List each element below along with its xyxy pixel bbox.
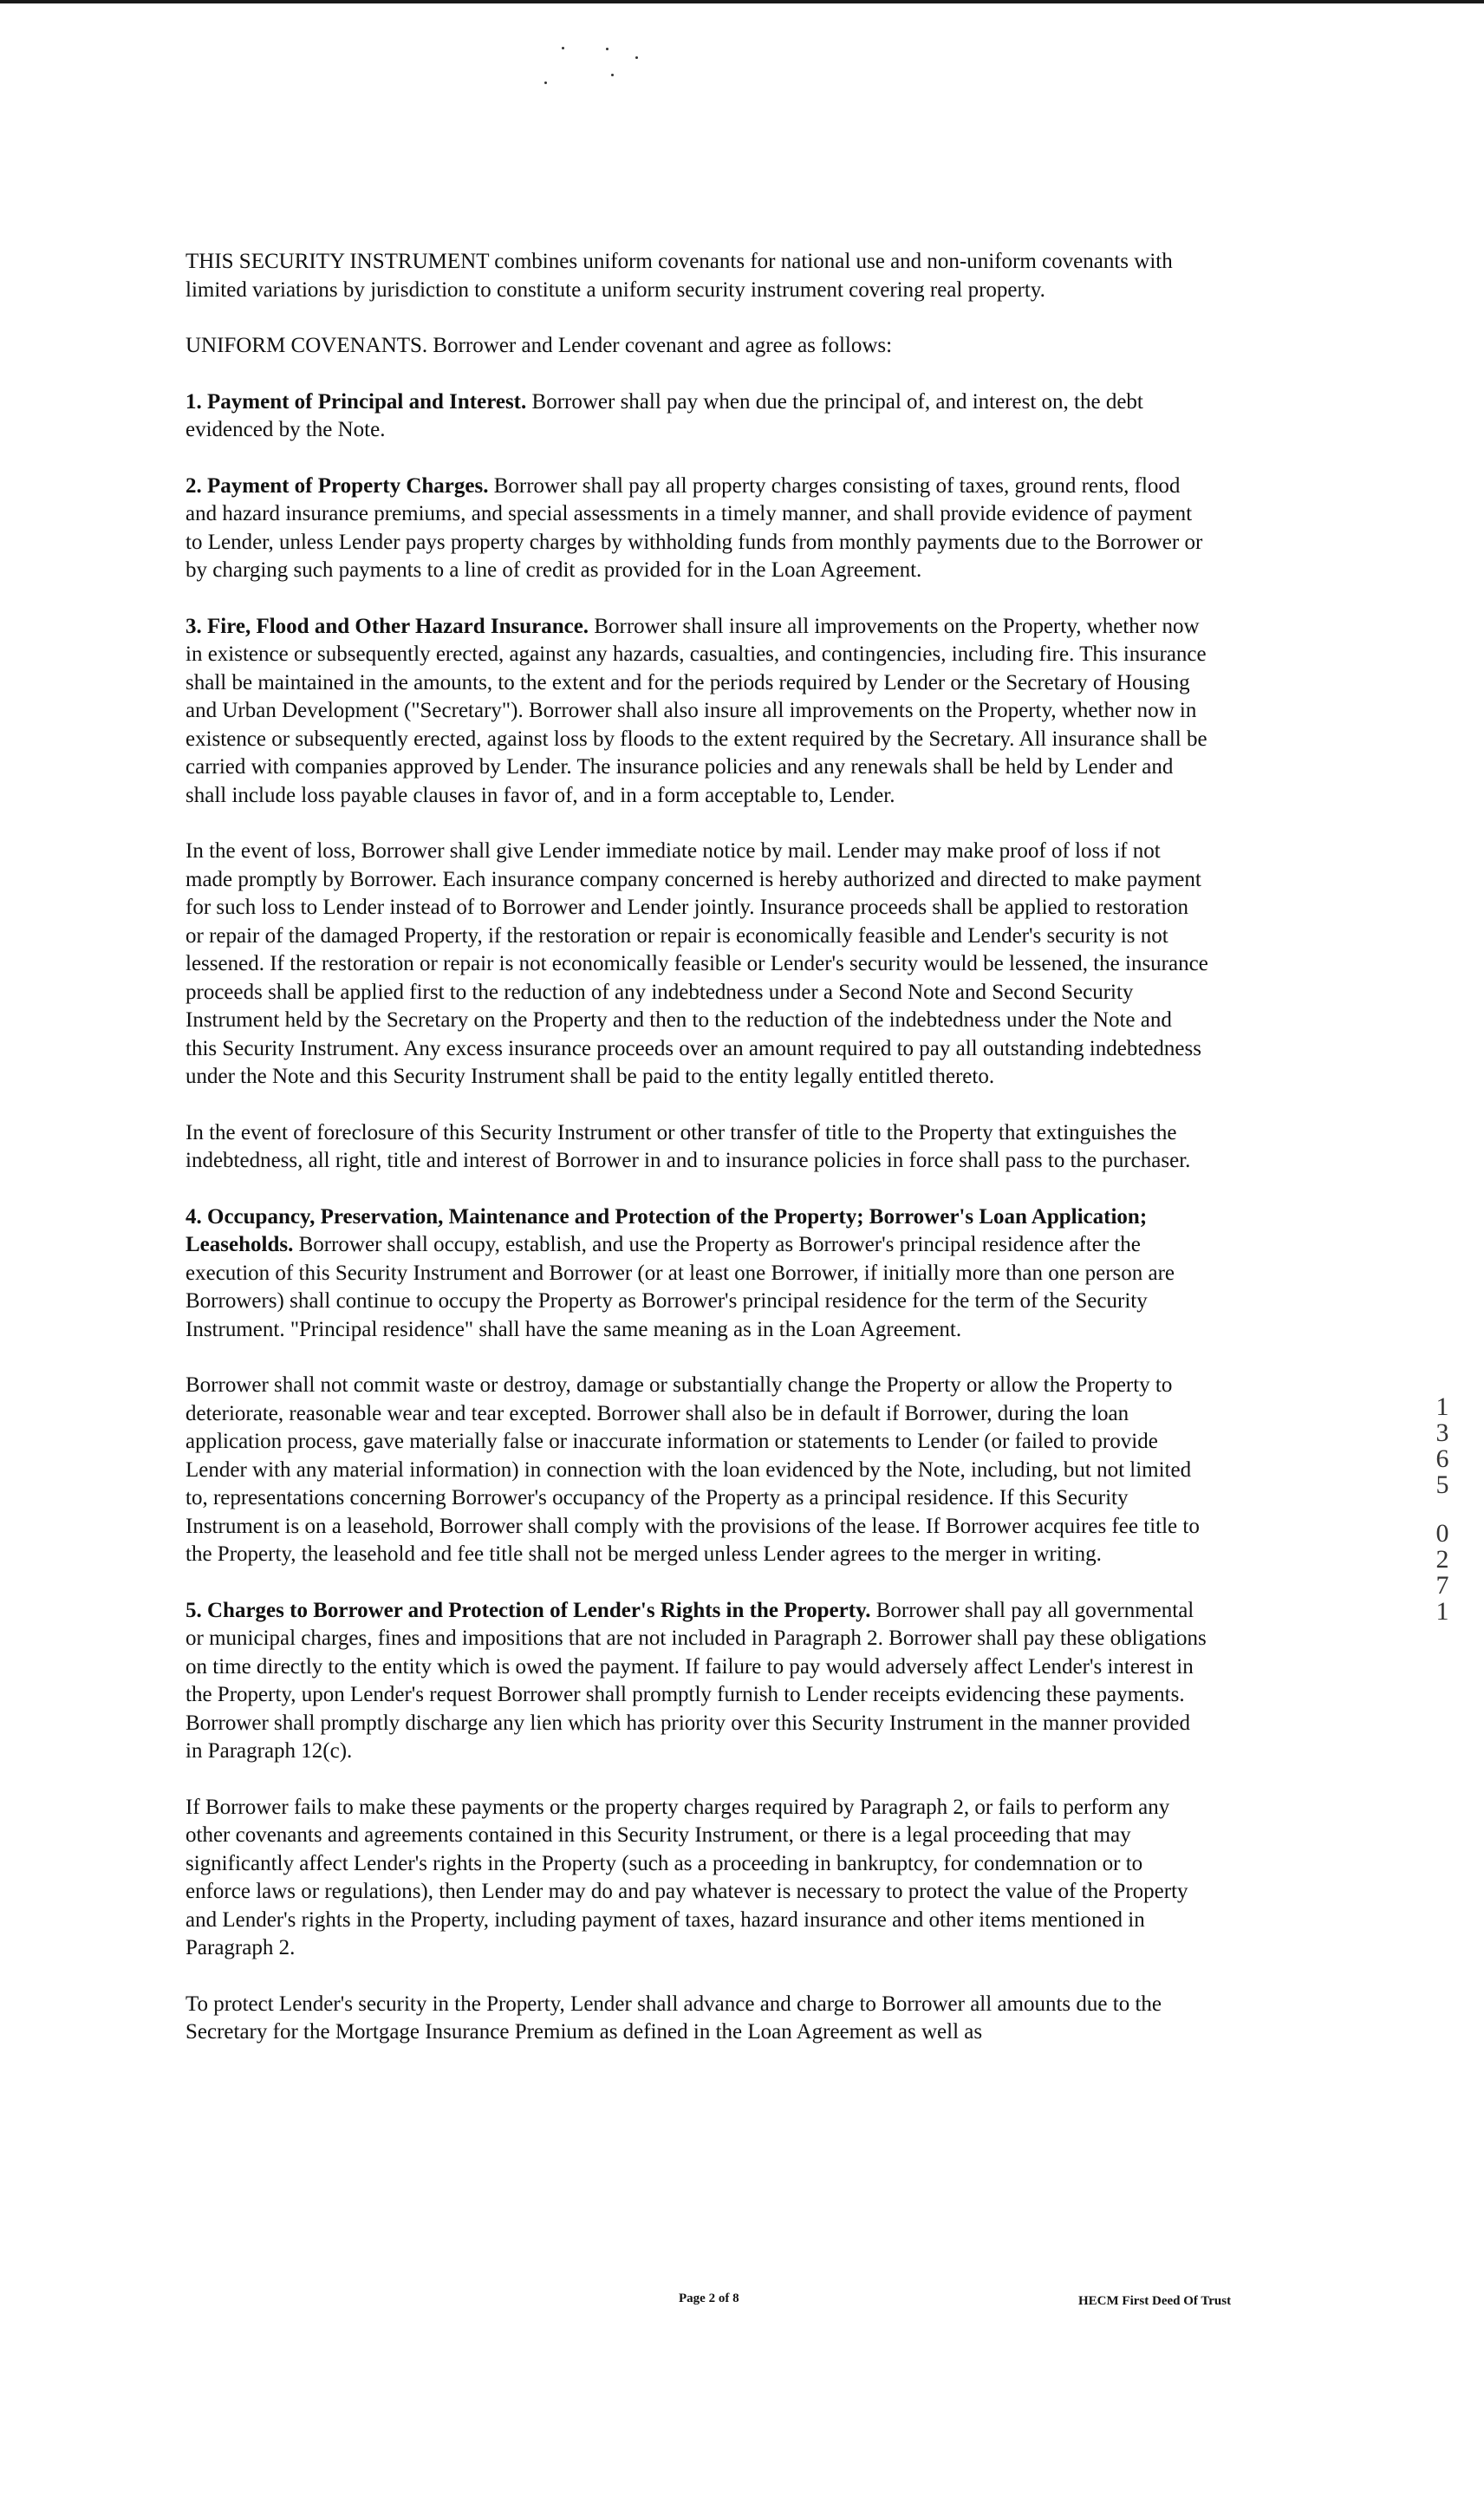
recording-number-digit: 5 — [1435, 1470, 1449, 1499]
recording-number-top — [1432, 1394, 1453, 1498]
section-2-text: Borrower shall pay all property charges consisting of taxes, ground rents, flood and hazard insurance premiums, and special assessments in a timely manner, and shall provide evidence of payment to Lender, unless Lender pays property charges by withholding funds from monthly payments due to the Borrower or by charging such payments to a line of credit as provided for in the Loan Agreement. — [186, 473, 1203, 582]
section-3-heading: 3. Fire, Flood and Other Hazard Insurance. — [186, 614, 589, 638]
intro-paragraph: THIS SECURITY INSTRUMENT combines uniform covenants for national use and non-uniform covenants with limited variations by jurisdiction to constitute a uniform security instrument covering real property. — [186, 250, 1173, 302]
scan-speck — [606, 48, 609, 50]
footer-page-number: Page 2 of 8 — [679, 2292, 739, 2305]
section-4-heading: 4. Occupancy, Preservation, Maintenance and Protection of the Property; Borrower's Loan Application; Leaseholds. — [186, 1204, 1148, 1256]
recording-number-digit: 6 — [1435, 1444, 1449, 1473]
section-1-text: Borrower shall pay when due the principal of, and interest on, the debt evidenced by the Note. — [186, 389, 1143, 441]
section-5-protect-paragraph: To protect Lender's security in the Property, Lender shall advance and charge to Borrower all amounts due to the Secretary for the Mortgage Insurance Premium as defined in the Loan Agreement as well as — [186, 1992, 1162, 2044]
section-5-text: Borrower shall pay all governmental or municipal charges, fines and impositions that are not included in Paragraph 2. Borrower shall pay these obligations on time directly to the entity which is owed the payment. If failure to pay would adversely affect Lender's interest in the Property, upon Lender's request Borrower shall promptly furnish to Lender receipts evidencing these payments. Borrower shall promptly discharge any lien which has priority over this Security Instrument in the manner provided in Paragraph 12(c). — [186, 1598, 1207, 1763]
footer-document-title: HECM First Deed Of Trust — [1078, 2294, 1232, 2308]
section-3 — [186, 613, 1208, 811]
uniform-covenants-paragraph: UNIFORM COVENANTS. Borrower and Lender covenant and agree as follows: — [186, 334, 893, 357]
scan-speck — [562, 47, 564, 49]
scan-speck — [611, 74, 614, 76]
recording-number-digit: 1 — [1435, 1597, 1449, 1626]
section-3-text: Borrower shall insure all improvements on the Property, whether now in existence or subsequently erected, against any hazards, casualties, and contingencies, including fire. This insurance shall be maintained in the amounts, to the extent and for the periods required by Lender or the Secretary of Housing and Urban Development ("Secretary"). Borrower shall also insure all improvements on the Property, whether now in existence or subsequently erected, against loss by floods to the extent required by the Secretary. All insurance shall be carried with companies approved by Lender. The insurance policies and any renewals shall be held by Lender and shall include loss payable clauses in favor of, and in a form acceptable to, Lender. — [186, 614, 1207, 807]
scan-speck — [544, 81, 547, 84]
section-2-heading: 2. Payment of Property Charges. — [186, 473, 489, 498]
document-body — [186, 248, 1208, 2075]
recording-number-digit: 0 — [1435, 1519, 1449, 1548]
section-4-waste-paragraph: Borrower shall not commit waste or destroy, damage or substantially change the Property or allow the Property to deteriorate, reasonable wear and tear excepted. Borrower shall also be in default if Borrower, during the loan application process, gave materially false or inaccurate information or statements to Lender (or failed to provide Lender with any material information) in connection with the loan evidenced by the Note, including, but not limited to, representations concerning Borrower's occupancy of the Property as a principal residence. If this Security Instrument is on a leasehold, Borrower shall comply with the provisions of the lease. If Borrower acquires fee title to the Property, the leasehold and fee title shall not be merged unless Lender agrees to the merger in writing. — [186, 1373, 1200, 1566]
section-1 — [186, 388, 1208, 445]
section-5 — [186, 1597, 1208, 1766]
scan-top-border — [0, 0, 1484, 3]
section-5-failure-paragraph: If Borrower fails to make these payments or the property charges required by Paragraph 2, or fails to perform any other covenants and agreements contained in this Security Instrument, or there is a legal proceeding that may significantly affect Lender's rights in the Property (such as a proceeding in bankruptcy, for condemnation or to enforce laws or regulations), then Lender may do and pay whatever is necessary to protect the value of the Property and Lender's rights in the Property, including payment of taxes, hazard insurance and other items mentioned in Paragraph 2. — [186, 1795, 1188, 1959]
section-3-foreclosure-paragraph: In the event of foreclosure of this Security Instrument or other transfer of title to the Property that extinguishes the indebtedness, all right, title and interest of Borrower in and to insurance policies in force shall pass to the purchaser. — [186, 1120, 1191, 1172]
recording-number-digit: 7 — [1435, 1571, 1449, 1600]
section-5-heading: 5. Charges to Borrower and Protection of Lender's Rights in the Property. — [186, 1598, 871, 1622]
recording-number-digit: 2 — [1435, 1545, 1449, 1574]
section-3-loss-paragraph: In the event of loss, Borrower shall give Lender immediate notice by mail. Lender may make proof of loss if not made promptly by Borrower. Each insurance company concerned is hereby authorized and directed to make payment for such loss to Lender instead of to Borrower and Lender jointly. Insurance proceeds shall be applied to restoration or repair of the damaged Property, if the restoration or repair is economically feasible and Lender's security is not lessened. If the restoration or repair is not economically feasible or Lender's security would be lessened, the insurance proceeds shall be applied first to the reduction of any indebtedness under a Second Note and Second Security Instrument held by the Secretary on the Property and then to the reduction of the indebtedness under the Note and this Security Instrument. Any excess insurance proceeds over an amount required to pay all outstanding indebtedness under the Note and this Security Instrument shall be paid to the entity legally entitled thereto. — [186, 839, 1208, 1088]
recording-number-bottom — [1432, 1521, 1453, 1625]
section-2 — [186, 473, 1208, 585]
recording-number-digit: 3 — [1435, 1418, 1449, 1447]
section-1-heading: 1. Payment of Principal and Interest. — [186, 389, 527, 414]
recording-number-digit: 1 — [1435, 1392, 1449, 1421]
section-4-text: Borrower shall occupy, establish, and use the Property as Borrower's principal residence after the execution of this Security Instrument and Borrower (or at least one Borrower, if initially more than one person are Borrowers) shall continue to occupy the Property as Borrower's principal residence for the term of the Security Instrument. "Principal residence" shall have the same meaning as in the Loan Agreement. — [186, 1233, 1175, 1341]
scan-speck — [635, 56, 638, 59]
recording-number-stamp — [1432, 1394, 1453, 1625]
section-4 — [186, 1203, 1208, 1345]
